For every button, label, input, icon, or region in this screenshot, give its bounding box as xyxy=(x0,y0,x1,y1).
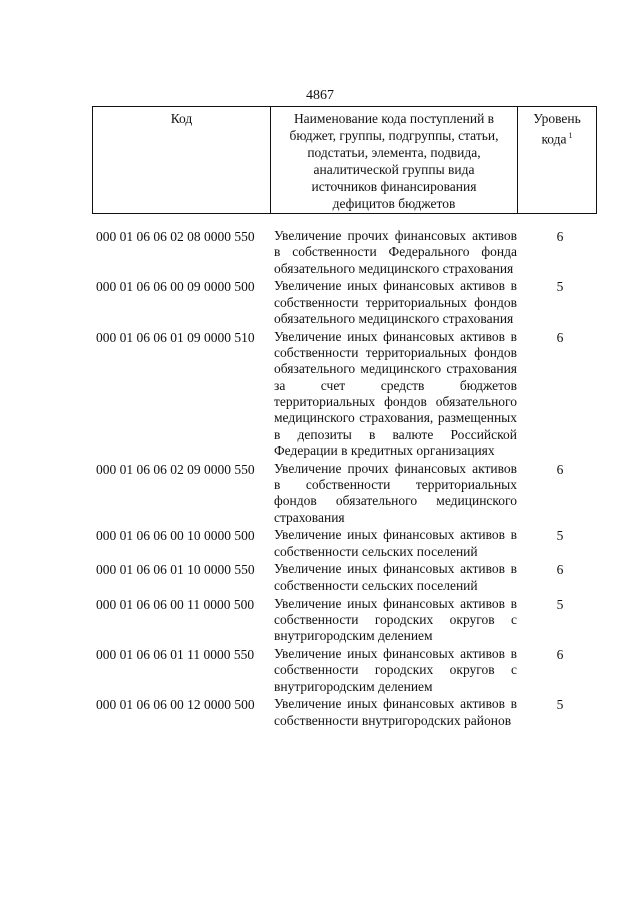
row-name: Увеличение иных финансовых активов в собственности внутригородских районов xyxy=(274,696,517,728)
table-row xyxy=(96,596,596,645)
row-code: 000 01 06 06 00 11 0000 500 xyxy=(96,596,255,612)
header-level-cell xyxy=(518,107,596,213)
row-code: 000 01 06 06 00 09 0000 500 xyxy=(96,279,255,295)
header-level-label xyxy=(518,107,596,148)
row-name: Увеличение иных финансовых активов в собственности сельских поселений xyxy=(274,527,517,559)
table-row xyxy=(96,527,596,560)
row-code: 000 01 06 06 02 09 0000 550 xyxy=(96,461,255,477)
row-name: Увеличение иных финансовых активов в собственности городских округов с внутригородским делением xyxy=(274,595,517,644)
header-name-line: подстатьи, элемента, подвида, xyxy=(307,145,481,160)
header-code-label: Код xyxy=(170,111,193,126)
table-row xyxy=(96,228,596,277)
header-name-cell xyxy=(271,107,518,213)
header-code-cell xyxy=(93,107,271,213)
row-name: Увеличение прочих финансовых активов в собственности территориальных фондов обязательного медицинского страхования xyxy=(274,460,517,525)
row-code: 000 01 06 06 01 10 0000 550 xyxy=(96,562,255,578)
row-code: 000 01 06 06 02 08 0000 550 xyxy=(96,229,255,244)
header-name-line: источников финансирования xyxy=(311,179,477,194)
row-level: 6 xyxy=(556,329,564,345)
table-body xyxy=(96,228,596,729)
row-name: Увеличение иных финансовых активов в собственности территориальных фондов обязательного медицинского страхования xyxy=(274,278,517,326)
header-name-label xyxy=(271,107,517,212)
row-code: 000 01 06 06 00 12 0000 500 xyxy=(96,697,255,713)
row-level: 6 xyxy=(556,461,564,477)
row-level: 5 xyxy=(556,697,564,713)
row-level: 5 xyxy=(556,528,564,544)
row-level: 5 xyxy=(556,279,564,295)
row-name: Увеличение прочих финансовых активов в собственности Федерального фонда обязательного медицинского страхования xyxy=(274,228,517,276)
header-name-line: Наименование кода поступлений в xyxy=(293,111,495,126)
row-level: 5 xyxy=(556,596,564,612)
table-row xyxy=(96,329,596,459)
table-row xyxy=(96,561,596,594)
header-level-line xyxy=(520,127,594,148)
row-level: 6 xyxy=(556,229,564,244)
table-row xyxy=(96,278,596,327)
page-number: 4867 xyxy=(306,88,334,103)
row-level: 6 xyxy=(556,646,564,662)
row-code: 000 01 06 06 01 09 0000 510 xyxy=(96,329,255,345)
header-name-line: бюджет, группы, подгруппы, статьи, xyxy=(289,128,499,143)
table-row xyxy=(96,461,596,526)
header-name-line: аналитической группы вида xyxy=(313,162,475,177)
row-code: 000 01 06 06 01 11 0000 550 xyxy=(96,646,255,662)
header-level-word: кода xyxy=(541,131,567,147)
header-level-line: Уровень xyxy=(533,111,581,126)
row-code: 000 01 06 06 00 10 0000 500 xyxy=(96,528,255,544)
row-level: 6 xyxy=(556,562,564,578)
table-row xyxy=(96,696,596,729)
table-header xyxy=(92,106,597,214)
header-name-line: дефицитов бюджетов xyxy=(332,196,456,211)
row-name: Увеличение иных финансовых активов в собственности городских округов с внутригородским делением xyxy=(274,645,517,694)
row-name: Увеличение иных финансовых активов в собственности сельских поселений xyxy=(274,561,517,593)
footnote-marker: 1 xyxy=(568,131,573,140)
table-row xyxy=(96,646,596,695)
row-name: Увеличение иных финансовых активов в собственности территориальных фондов обязательного медицинского страхования за счет средств бюджетов территориальных фондов обязательного медицинского страхования, размещенных в депозиты в валюте Российской Федерации в кредитных организациях xyxy=(274,328,517,458)
